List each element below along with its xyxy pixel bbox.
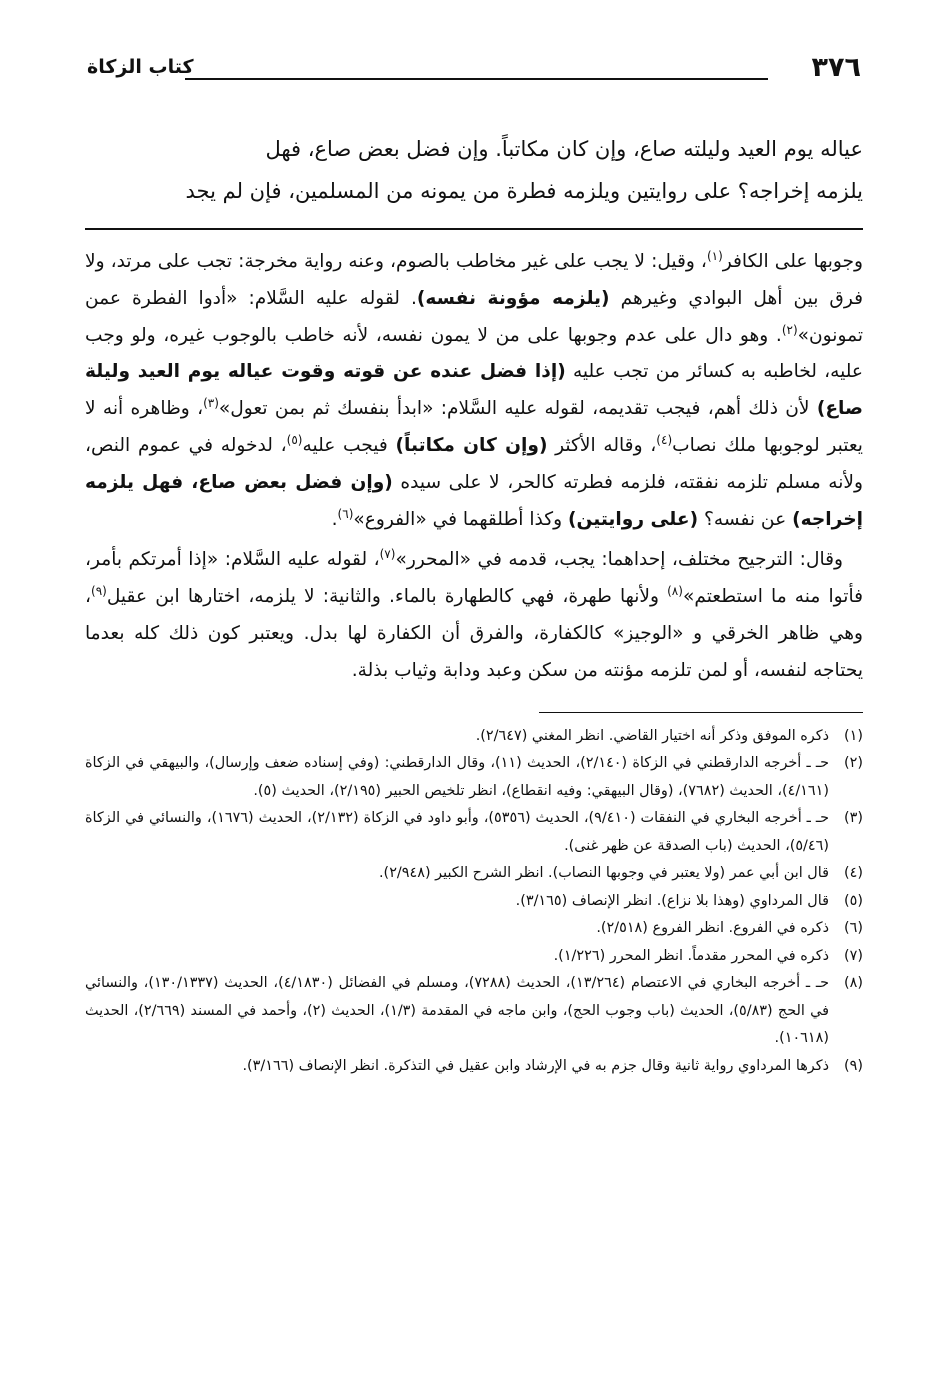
commentary-text: وجوبها على الكافر — [722, 251, 863, 272]
commentary-text: . لقوله عليه السَّلام: «أدوا الفطرة عمن تمونون» — [85, 287, 863, 346]
footnote — [85, 915, 863, 943]
commentary-text: وكذا أطلقهما في «الفروع» — [353, 508, 568, 530]
footnote-text: قال المرداوي (وهذا بلا نزاع). انظر الإنصاف (٣/١٦٥). — [515, 892, 829, 909]
footnote — [85, 1053, 863, 1081]
quoted-matn: (يلزمه مؤونة نفسه) — [416, 287, 610, 309]
commentary — [85, 244, 863, 690]
commentary-text: ، وقاله الأكثر — [547, 434, 657, 456]
commentary-text: ولأنها طهرة، فهي كالطهارة بالماء. والثانية: لا يلزمه، اختارها ابن عقيل — [106, 586, 668, 608]
commentary-text: وقال: الترجيح مختلف، إحداهما: يجب، قدمه في «المحرر» — [395, 549, 843, 571]
commentary-text: لأن ذلك أهم، فيجب تقديمه، لقوله عليه السَّلام: «ابدأ بنفسك ثم بمن تعول» — [218, 398, 817, 420]
footnote-ref[interactable]: (٨) — [667, 583, 683, 598]
page-header — [85, 48, 863, 90]
footnote-number: (٤) — [844, 865, 863, 882]
commentary-text: . — [331, 508, 338, 530]
footnote-ref[interactable]: (٩) — [91, 583, 107, 598]
footnote-text: ذكره في المحرر مقدماً. انظر المحرر (١/٢٢٦). — [553, 947, 829, 964]
footnote-number: (٧) — [844, 947, 863, 964]
footnote-ref[interactable]: (٦) — [337, 506, 354, 521]
section-divider — [85, 228, 863, 230]
commentary-text: ، لدخوله في عموم النص، ولأنه مسلم تلزمه نفقته، فلزمه فطرته كالحر، لا على سيده — [85, 434, 863, 493]
footnote — [85, 750, 863, 805]
footnote — [85, 888, 863, 916]
commentary-text: ، وقيل: لا يجب على غير مخاطب بالصوم، وعنه رواية مخرجة: تجب على مرتد، ولا فرق بين أهل البوادي وغيرهم — [85, 251, 864, 309]
footnote-text: قال ابن أبي عمر (ولا يعتبر في وجوبها النصاب). انظر الشرح الكبير (٢/٩٤٨). — [378, 865, 829, 882]
commentary-text: ، وهي ظاهر الخرقي و «الوجيز» كالكفارة، والفرق أن الكفارة لها بدل. ويعتبر كون ذلك كله بعدما يحتاجه لنفسه، أو لمن تلزمه مؤنته من سكن وعبد ودابة وثياب بذلة. — [85, 586, 863, 681]
commentary-text: عن نفسه؟ — [698, 508, 793, 530]
page-number: ٣٧٦ — [811, 52, 861, 83]
footnote-number: (٨) — [844, 975, 863, 992]
footnote-number: (٩) — [844, 1057, 863, 1074]
footnote — [85, 723, 863, 751]
footnote-divider — [539, 712, 863, 713]
footnote-number: (١) — [844, 727, 863, 744]
footnote-text: حـ ـ أخرجه البخاري في الاعتصام (١٣/٢٦٤)، الحديث (٧٢٨٨)، ومسلم في الفضائل (٤/١٨٣٠)، الحديث (١٣٠/١٣٣٧)، والنسائي في الحج (٥/٨٣)، الحديث (باب وجوب الحج)، وابن ماجه في المقدمة (١/٣)، الحديث (٢)، وأحمد في المسند (٢/٦٦٩)، الحديث (١٠٦١٨). — [85, 975, 830, 1047]
footnote-ref[interactable]: (٥) — [286, 432, 303, 447]
main-text-line: يلزمه إخراجه؟ على روايتين ويلزمه فطرة من يمونه من المسلمين، فإن لم يجد — [185, 179, 863, 203]
footnote-ref[interactable]: (١) — [706, 248, 723, 263]
footnote-text: ذكره الموفق وذكر أنه اختيار القاضي. انظر المغني (٢/٦٤٧). — [475, 727, 829, 744]
running-title: كتاب الزكاة — [87, 56, 194, 78]
footnote — [85, 805, 863, 860]
footnote-text: حـ ـ أخرجه البخاري في النفقات (٩/٤١٠)، الحديث (٥٣٥٦)، وأبو داود في الزكاة (٢/١٣٢)، الحديث (١٦٧٦)، والنسائي في الزكاة (٥/٤٦)، الحديث (باب الصدقة عن ظهر غنى). — [85, 810, 829, 854]
commentary-paragraph — [85, 542, 863, 689]
footnote-text: حـ ـ أخرجه الدارقطني في الزكاة (٢/١٤٠)، الحديث (١١)، وقال الدارقطني: (وفي إسناده ضعف وإرسال)، والبيهقي في الزكاة (٤/١٦١)، الحديث (٧٦٨٢)، (وقال البيهقي: وفيه انقطاع)، انظر تلخيص الحبير (٢/١٩٥)، الحديث (٥). — [85, 755, 830, 799]
quoted-matn: (وإن فضل بعض صاع، فهل يلزمه إخراجه) — [85, 471, 863, 530]
commentary-text: ، وظاهره أنه لا يعتبر لوجوبها ملك نصاب — [85, 398, 863, 456]
footnote-number: (٦) — [844, 920, 863, 937]
book-page — [85, 48, 863, 1080]
main-text-line: عياله يوم العيد وليلته صاع، وإن كان مكاتباً. وإن فضل بعض صاع، فهل — [265, 137, 863, 161]
commentary-paragraph — [85, 244, 863, 538]
quoted-matn: (إذا فضل عنده عن قوته وقوت عياله يوم العيد وليلة صاع) — [85, 361, 863, 420]
footnote-number: (٣) — [844, 810, 863, 827]
header-rule — [185, 78, 768, 80]
main-text — [85, 128, 863, 212]
footnotes — [85, 723, 863, 1081]
quoted-matn: (على روايتين) — [568, 508, 699, 530]
footnote-ref[interactable]: (٢) — [781, 322, 798, 337]
footnote-ref[interactable]: (٤) — [656, 432, 673, 447]
footnote — [85, 860, 863, 888]
footnote-number: (٢) — [844, 755, 863, 772]
footnote-ref[interactable]: (٧) — [379, 547, 396, 562]
footnote — [85, 943, 863, 971]
footnote-text: ذكره في الفروع. انظر الفروع (٢/٥١٨). — [596, 920, 829, 937]
footnote-ref[interactable]: (٣) — [203, 396, 219, 410]
footnote — [85, 970, 863, 1053]
footnote-text: ذكرها المرداوي رواية ثانية وقال جزم به في الإرشاد وابن عقيل في التذكرة. انظر الإنصاف (٣/١٦٦). — [242, 1057, 829, 1074]
commentary-text: فيجب عليه — [302, 434, 396, 456]
footnote-number: (٥) — [844, 892, 863, 909]
quoted-matn: (وإن كان مكاتباً) — [395, 434, 548, 456]
commentary-text: . وهو دال على عدم وجوبها على من لا يمون نفسه، لأنه خاطب بالوجوب غيره، ولو وجب عليه، لخاطبه به كسائر من تجب عليه — [85, 324, 863, 383]
commentary-text: ، لقوله عليه السَّلام: «إذا أمرتكم بأمر، فأتوا منه ما استطعتم» — [85, 549, 863, 608]
